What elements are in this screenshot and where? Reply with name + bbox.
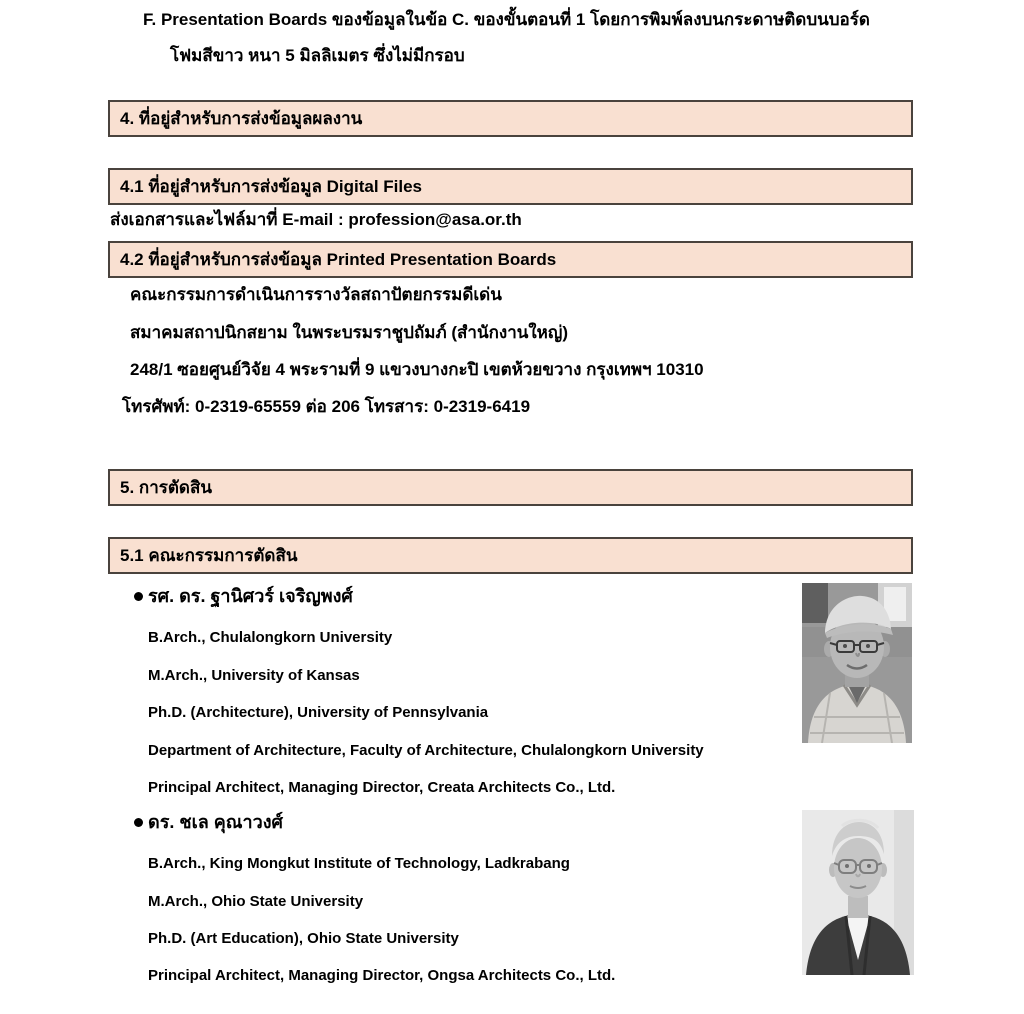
- section-4-1-heading: 4.1 ที่อยู่สำหรับการส่งข้อมูล Digital Files: [120, 177, 423, 196]
- section-4-2-heading-bar: [108, 241, 913, 278]
- address-line: 248/1 ซอยศูนย์วิจัย 4 พระรามที่ 9 แขวงบางกะปิ เขตห้วยขวาง กรุงเทพฯ 10310: [130, 360, 704, 379]
- address-line: คณะกรรมการดำเนินการรางวัลสถาปัตยกรรมดีเด่น: [130, 285, 502, 304]
- bullet-icon: [134, 592, 143, 601]
- credential-line: M.Arch., Ohio State University: [148, 893, 364, 910]
- section-5-heading-bar: [108, 469, 913, 506]
- judge-name: ดร. ชเล คุณาวงศ์: [148, 812, 283, 832]
- credential-line: Ph.D. (Architecture), University of Pennsylvania: [148, 704, 489, 721]
- section-4-2-heading: 4.2 ที่อยู่สำหรับการส่งข้อมูล Printed Presentation Boards: [120, 250, 557, 269]
- section-4-heading: 4. ที่อยู่สำหรับการส่งข้อมูลผลงาน: [120, 109, 363, 128]
- credential-line: Principal Architect, Managing Director, Creata Architects Co., Ltd.: [148, 779, 616, 796]
- section-5-heading: 5. การตัดสิน: [120, 478, 212, 497]
- credential-line: M.Arch., University of Kansas: [148, 667, 360, 684]
- address-line: สมาคมสถาปนิกสยาม ในพระบรมราชูปถัมภ์ (สำนักงานใหญ่): [130, 323, 569, 342]
- judge-1-portrait-photo: [802, 583, 912, 743]
- credential-line: Principal Architect, Managing Director, Ongsa Architects Co., Ltd.: [148, 967, 616, 984]
- intro-line-2: โฟมสีขาว หนา 5 มิลลิเมตร ซึ่งไม่มีกรอบ: [170, 46, 465, 65]
- section-5-1-heading: 5.1 คณะกรรมการตัดสิน: [120, 546, 298, 565]
- credential-line: Department of Architecture, Faculty of Architecture, Chulalongkorn University: [148, 742, 704, 759]
- intro-line-1: F. Presentation Boards ของข้อมูลในข้อ C. ของขั้นตอนที่ 1 โดยการพิมพ์ลงบนกระดาษติดบนบอร์ด: [143, 10, 870, 29]
- judge-2-portrait-photo: [802, 810, 914, 975]
- credential-line: B.Arch., Chulalongkorn University: [148, 629, 393, 646]
- section-5-1-heading-bar: [108, 537, 913, 574]
- credential-line: Ph.D. (Art Education), Ohio State University: [148, 930, 459, 947]
- bullet-icon: [134, 818, 143, 827]
- email-submission-line: ส่งเอกสารและไฟล์มาที่ E-mail : profession@asa.or.th: [110, 210, 522, 229]
- judge-name: รศ. ดร. ฐานิศวร์ เจริญพงศ์: [148, 586, 353, 606]
- section-4-heading-bar: [108, 100, 913, 137]
- phone-fax-line: โทรศัพท์: 0-2319-65559 ต่อ 206 โทรสาร: 0-2319-6419: [122, 397, 531, 416]
- credential-line: B.Arch., King Mongkut Institute of Technology, Ladkrabang: [148, 855, 570, 872]
- section-4-1-heading-bar: [108, 168, 913, 205]
